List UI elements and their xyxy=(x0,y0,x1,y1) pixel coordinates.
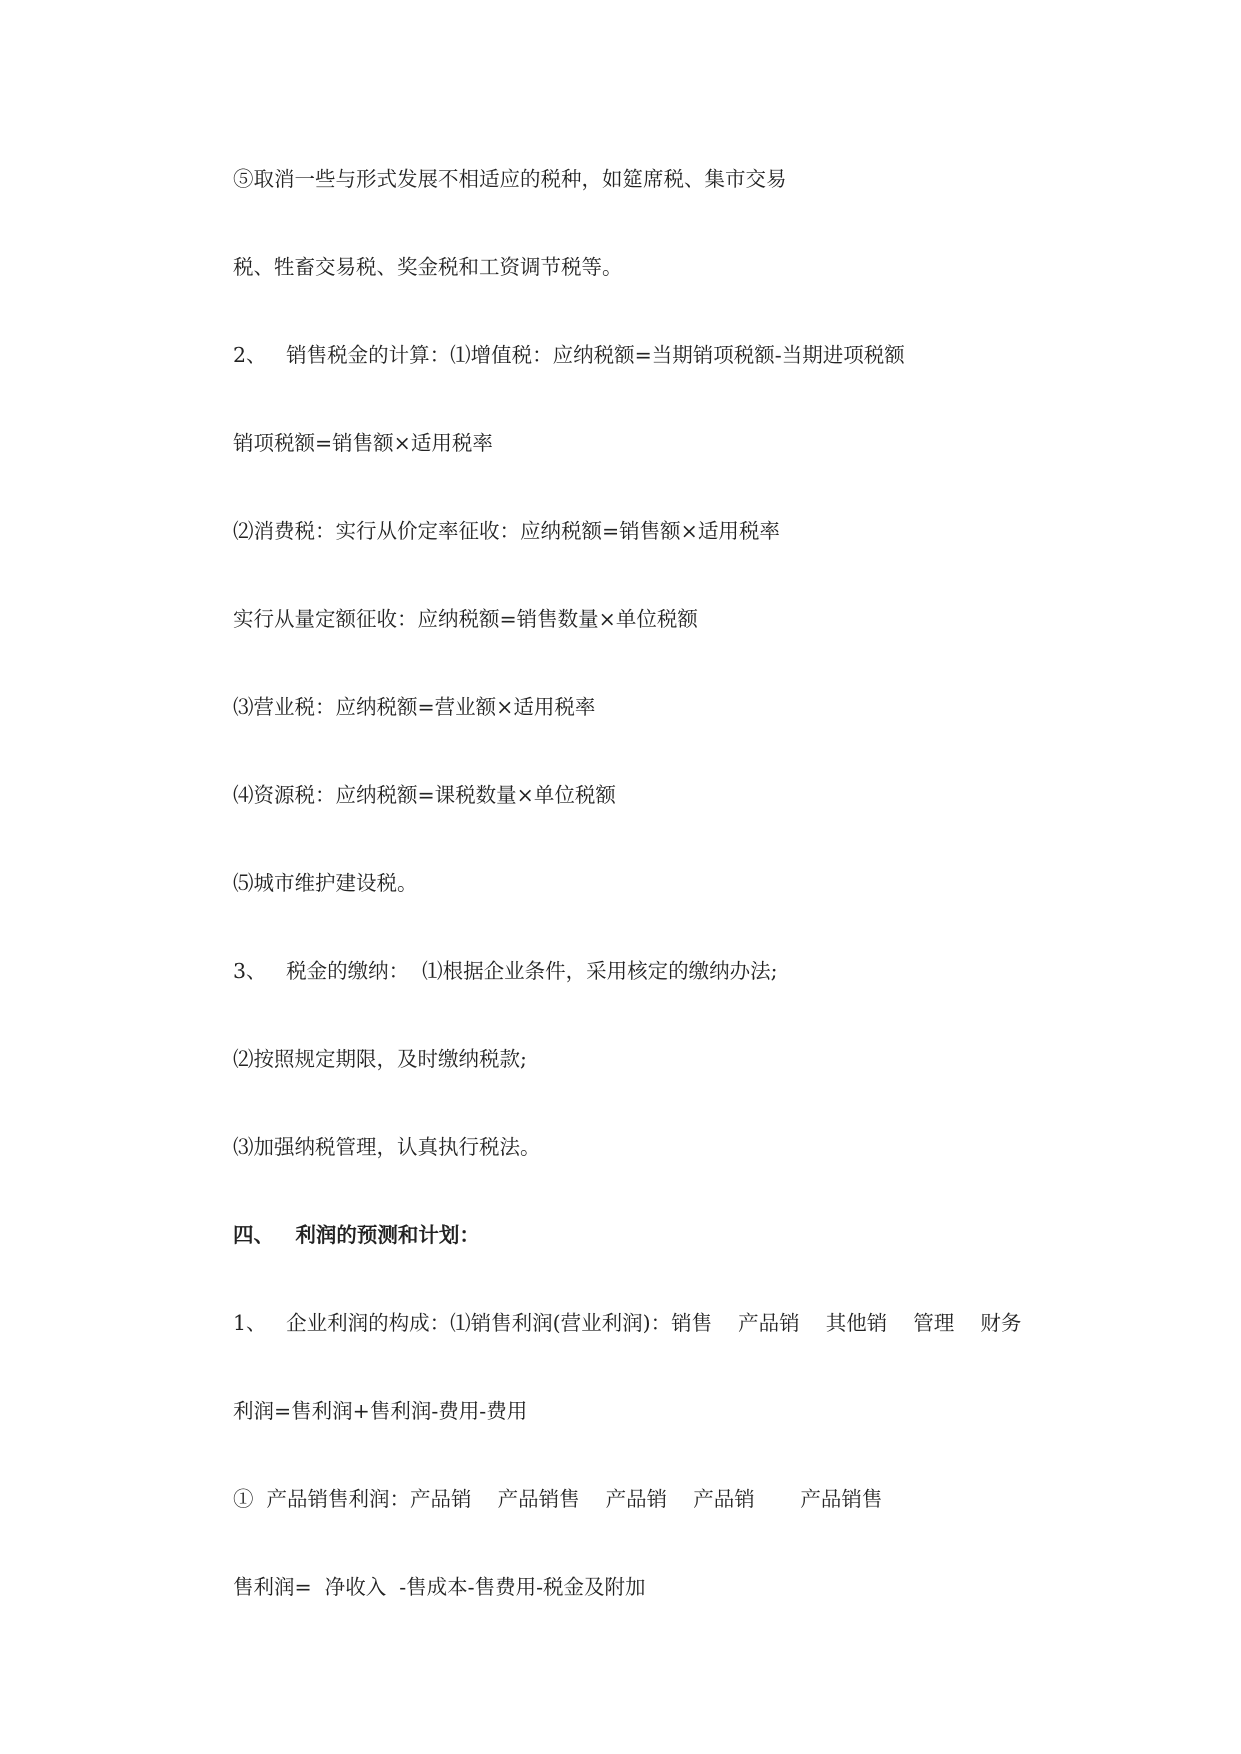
section-heading: 四、 利润的预测和计划： xyxy=(233,1223,480,1247)
text-line: 1、 企业利润的构成：⑴销售利润(营业利润)：销售 产品销 其他销 管理 财务 xyxy=(233,1311,1022,1335)
text-line: 销项税额=销售额×适用税率 xyxy=(233,431,493,455)
text-line: ⑷资源税：应纳税额=课税数量×单位税额 xyxy=(233,783,616,807)
text-line: ⑸城市维护建设税。 xyxy=(233,871,418,895)
text-line: ① 产品销售利润：产品销 产品销售 产品销 产品销 产品销售 xyxy=(233,1487,883,1511)
text-line: 3、 税金的缴纳： ⑴根据企业条件，采用核定的缴纳办法; xyxy=(233,959,778,983)
text-line: ⑶营业税：应纳税额=营业额×适用税率 xyxy=(233,695,596,719)
text-line: 利润=售利润+售利润-费用-费用 xyxy=(233,1399,528,1423)
text-line: ⑵按照规定期限，及时缴纳税款; xyxy=(233,1047,527,1071)
text-line: ⑤取消一些与形式发展不相适应的税种，如筵席税、集市交易 xyxy=(233,167,787,191)
text-line: 实行从量定额征收：应纳税额=销售数量×单位税额 xyxy=(233,607,698,631)
text-line: 售利润= 净收入 -售成本-售费用-税金及附加 xyxy=(233,1575,646,1599)
text-line: ⑵消费税：实行从价定率征收：应纳税额=销售额×适用税率 xyxy=(233,519,780,543)
text-line: 税、牲畜交易税、奖金税和工资调节税等。 xyxy=(233,255,623,279)
text-line: ⑶加强纳税管理，认真执行税法。 xyxy=(233,1135,541,1159)
text-line: 2、 销售税金的计算：⑴增值税：应纳税额=当期销项税额-当期进项税额 xyxy=(233,343,905,367)
